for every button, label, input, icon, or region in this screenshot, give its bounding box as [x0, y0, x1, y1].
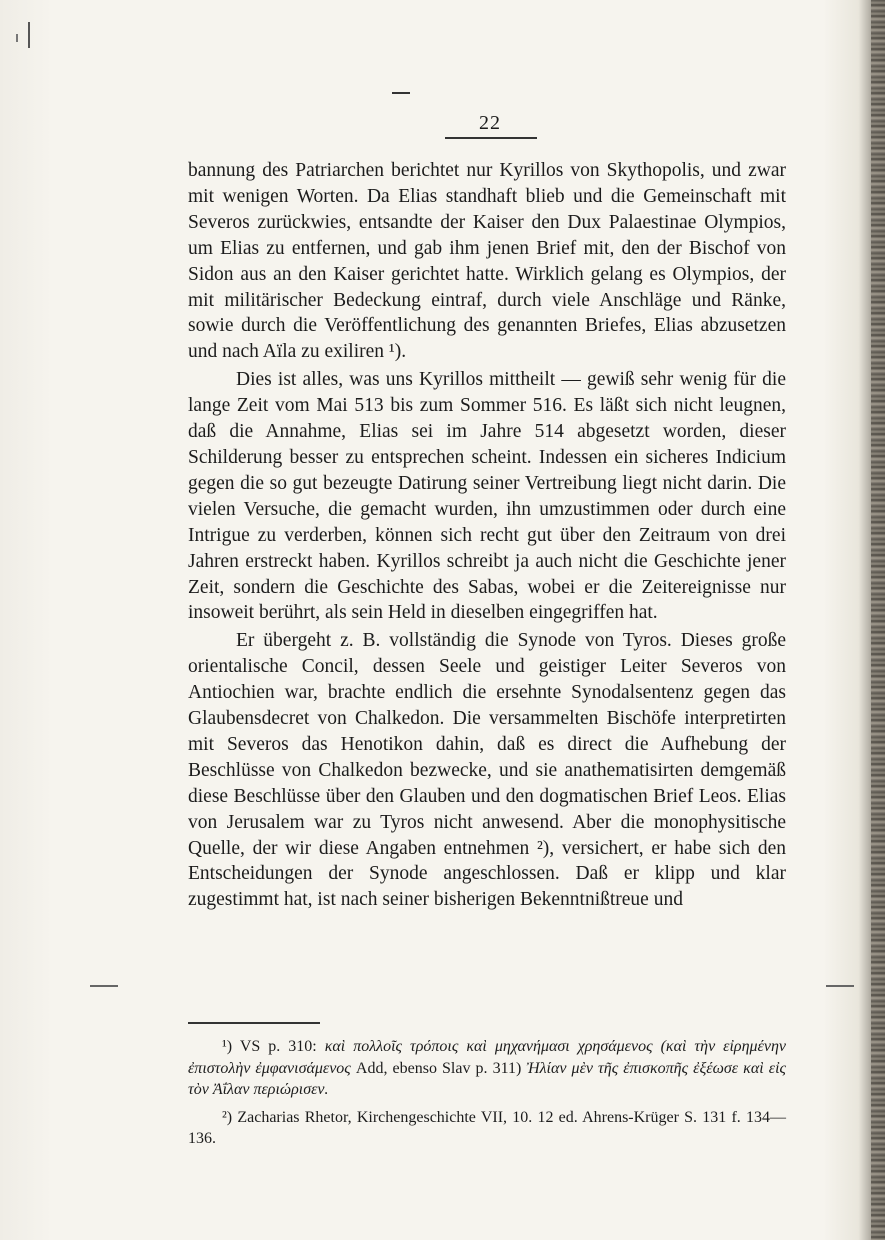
footnote-1-mid: Add, ebenso Slav p. 311): [355, 1059, 522, 1077]
footnote-1: [188, 1036, 786, 1101]
paragraph-2: Dies ist alles, was uns Kyrillos mittheilt — gewiß sehr wenig für die lange Zeit vom Mai 513 bis zum Sommer 516. Es läßt sich nicht leugnen, daß die Annahme, Elias sei im Jahre 514 abgesetzt worden, dieser Schilderung besser zu entsprechen scheint. Indessen ein sicheres Indicium gegen die so gut bezeugte Datirung seiner Vertreibung liegt nicht darin. Die vielen Versuche, die gemacht wurden, ihn umzustimmen oder durch eine Intrigue zu verderben, können sich recht gut über den Zeitraum von drei Jahren erstreckt haben. Kyrillos schreibt ja auch nicht die Geschichte jener Zeit, sondern die Geschichte des Sabas, wobei er die Zeitereignisse nur insoweit berührt, als sein Held in dieselben eingegriffen hat.: [188, 369, 786, 624]
scan-mark-left: [28, 22, 30, 48]
scan-edge-right: [871, 0, 885, 1240]
margin-mark-left: [90, 985, 118, 987]
footnote-separator: [188, 1022, 320, 1024]
header-dash: [392, 92, 410, 94]
footnote-2-marker: ²): [222, 1108, 233, 1126]
footnote-1-lead: VS p. 310:: [239, 1038, 317, 1055]
paragraph-3: Er übergeht z. B. vollständig die Synode von Tyros. Dieses große orientalische Concil, dessen Seele und geistiger Leiter Severos von Antiochien war, brachte endlich die ersehnte Synodalsentenz gegen das Glaubensdecret von Chalkedon. Die versammelten Bischöfe interpretirten mit Severos das Henotikon dahin, daß es direct die Aufhebung der Beschlüsse von Chalkedon bezwecke, und sie anathematisirten demgemäß diese Beschlüsse über den Glauben und den dogmatischen Brief Leos. Elias von Jerusalem war zu Tyros nicht anwesend. Aber die monophysitische Quelle, der wir diese Angaben entnehmen ²), versichert, er habe sich den Entscheidungen der Synode angeschlossen. Daß er klipp und klar zugestimmt hat, ist nach seiner bisherigen Bekenntnißtreue und: [188, 630, 786, 911]
margin-mark-right: [826, 985, 854, 987]
footnote-1-greek-2: Ἠλίαν μὲν τῆς ἐπισκοπῆς ἐξέωσε καὶ εἰς τὸν Ἀΐλαν περιώρισεν.: [188, 1059, 787, 1098]
paragraph-1: bannung des Patriarchen berichtet nur Kyrillos von Skythopolis, und zwar mit wenigen Worten. Da Elias standhaft blieb und die Gemeinschaft mit Severos zurückwies, entsandte der Kaiser den Dux Palaestinae Olympios, um Elias zu entfernen, und gab ihm jenen Brief mit, den der Bischof von Sidon aus an den Kaiser gerichtet hatte. Wirklich gelang es Olympios, der mit militärischer Bedeckung eintraf, durch viele Anschläge und Ränke, sowie durch die Veröffentlichung des genannten Briefes, Elias abzusetzen und nach Aïla zu exiliren ¹).: [188, 160, 786, 363]
footnote-2: [188, 1107, 786, 1150]
footnotes: [188, 1036, 786, 1156]
main-text: [188, 158, 786, 915]
footnote-1-marker: ¹): [222, 1038, 233, 1055]
footnote-1-greek-1: καὶ πολλοῖς τρόποις καὶ μηχανήμασι χρησάμενος (καὶ τὴν εἰρημένην ἐπιστολὴν ἐμφανισάμενος: [188, 1038, 786, 1077]
page-number: 22: [479, 112, 501, 134]
scan-dot-left: [16, 34, 18, 42]
page-number-rule: [445, 137, 537, 139]
footnote-2-text: Zacharias Rhetor, Kirchengeschichte VII, 10. 12 ed. Ahrens-Krüger S. 131 f. 134—136.: [188, 1108, 787, 1147]
